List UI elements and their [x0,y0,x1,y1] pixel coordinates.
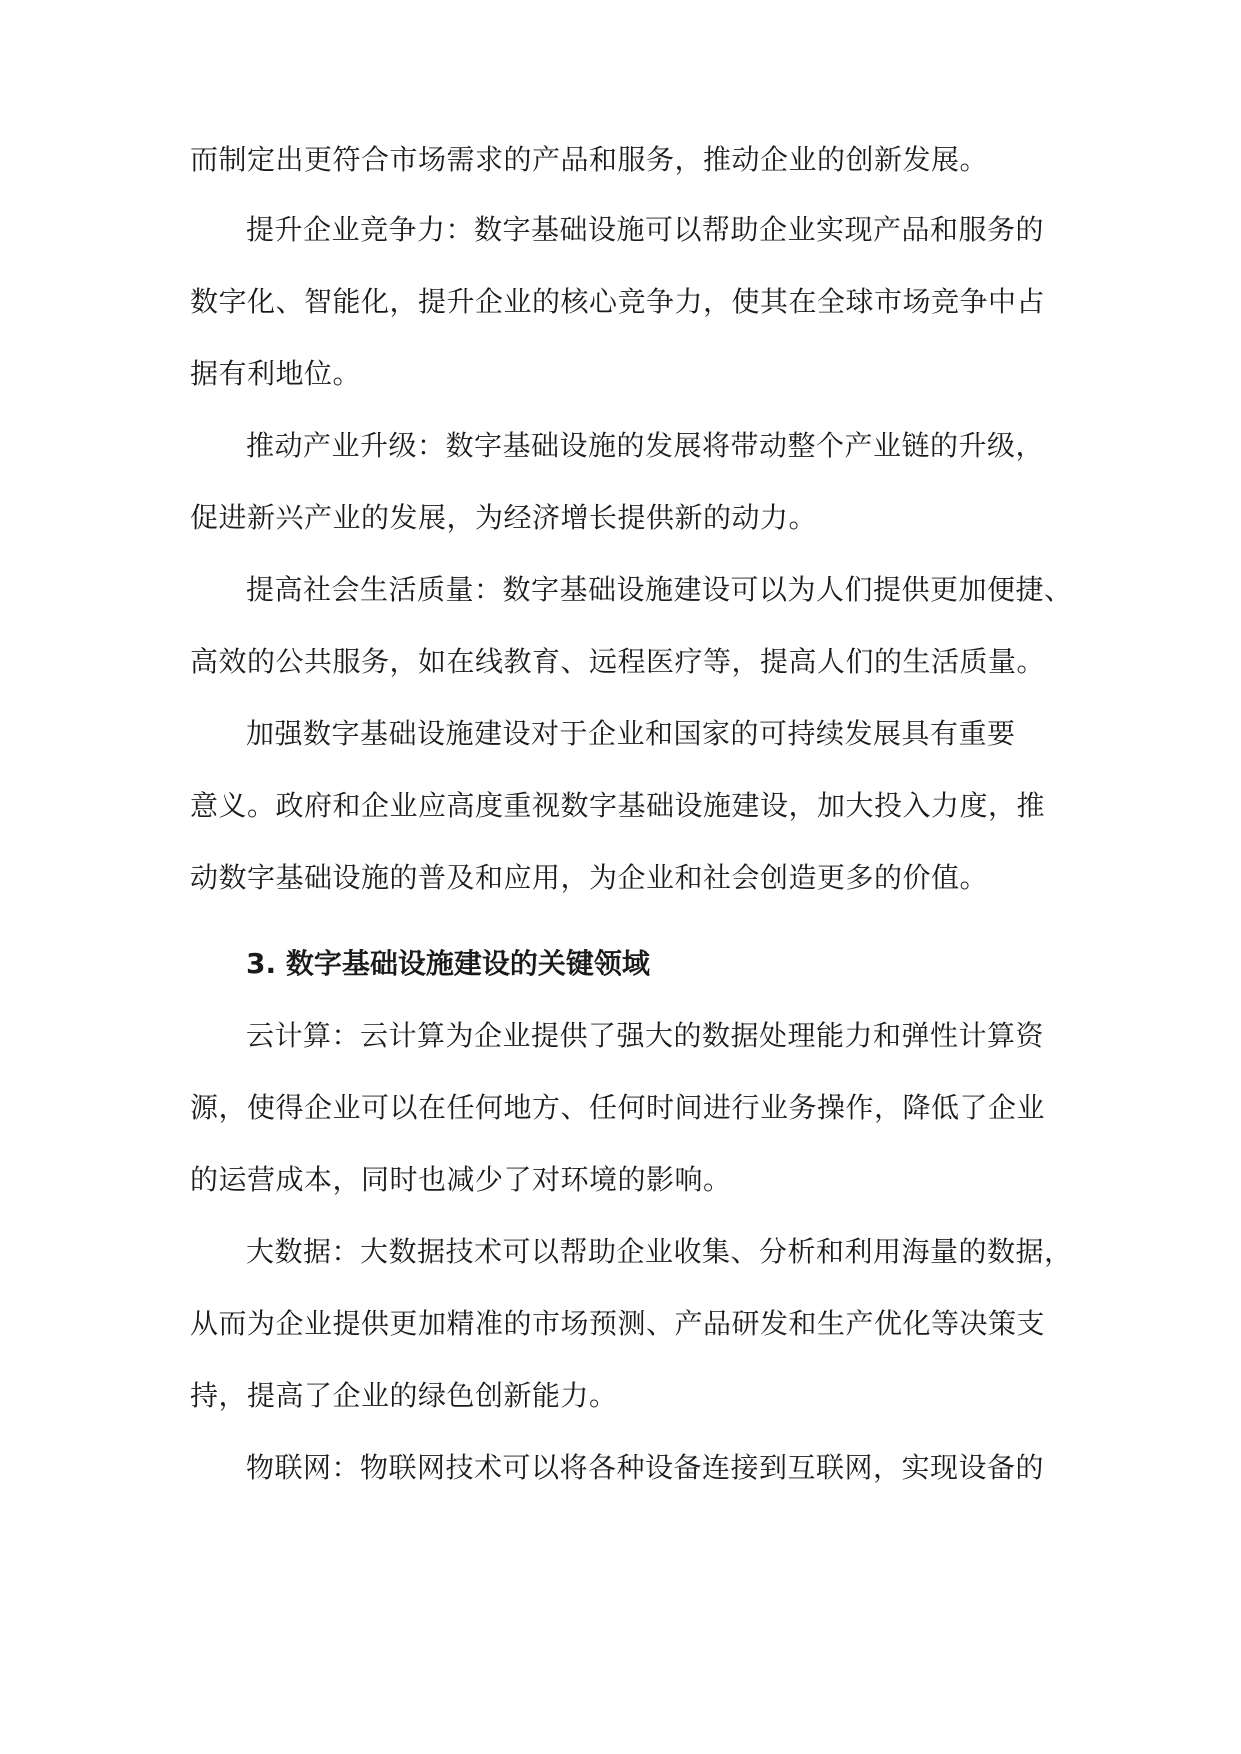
section-heading: 3. 数字基础设施建设的关键领域 [246,947,650,980]
paragraph-line: 提高社会生活质量：数字基础设施建设可以为人们提供更加便捷、 [246,573,1073,606]
paragraph-line: 从而为企业提供更加精准的市场预测、产品研发和生产优化等决策支 [190,1307,1046,1340]
paragraph-line: 的运营成本，同时也减少了对环境的影响。 [190,1163,732,1196]
paragraph-line: 提升企业竞争力：数字基础设施可以帮助企业实现产品和服务的 [246,213,1045,246]
paragraph-line: 源，使得企业可以在任何地方、任何时间进行业务操作，降低了企业 [190,1091,1046,1124]
paragraph-line: 动数字基础设施的普及和应用，为企业和社会创造更多的价值。 [190,861,989,894]
paragraph-line: 持，提高了企业的绿色创新能力。 [190,1379,618,1412]
paragraph-line: 促进新兴产业的发展，为经济增长提供新的动力。 [190,501,818,534]
paragraph-line: 云计算：云计算为企业提供了强大的数据处理能力和弹性计算资 [246,1019,1045,1052]
paragraph-line: 加强数字基础设施建设对于企业和国家的可持续发展具有重要 [246,717,1016,750]
paragraph-line: 高效的公共服务，如在线教育、远程医疗等，提高人们的生活质量。 [190,645,1046,678]
paragraph-line: 意义。政府和企业应高度重视数字基础设施建设，加大投入力度，推 [190,789,1046,822]
paragraph-line: 数字化、智能化，提升企业的核心竞争力，使其在全球市场竞争中占 [190,285,1046,318]
paragraph-line: 大数据：大数据技术可以帮助企业收集、分析和利用海量的数据， [246,1235,1073,1268]
paragraph-line: 据有利地位。 [190,357,362,390]
paragraph-line: 推动产业升级：数字基础设施的发展将带动整个产业链的升级， [246,429,1045,462]
paragraph-line: 物联网：物联网技术可以将各种设备连接到互联网，实现设备的 [246,1451,1045,1484]
paragraph-line: 而制定出更符合市场需求的产品和服务，推动企业的创新发展。 [190,143,989,176]
